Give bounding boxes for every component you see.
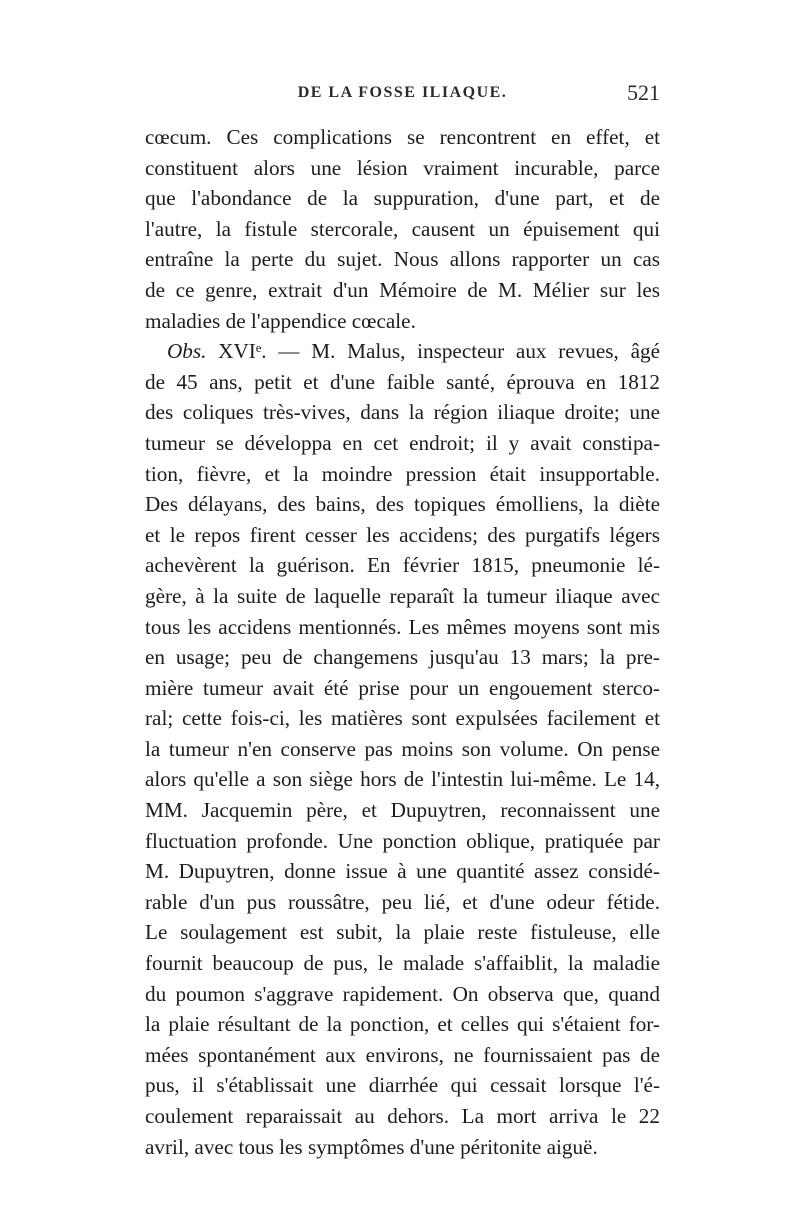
- text-line: coulement reparaissait au dehors. La mort arriva le 22: [145, 1104, 660, 1128]
- running-title: DE LA FOSSE ILIAQUE.: [297, 84, 508, 101]
- observation-paragraph: [145, 336, 660, 1162]
- text-line: Le soulagement est subit, la plaie reste fistuleuse, elle: [145, 920, 660, 945]
- text-line: Des délayans, des bains, des topiques émolliens, la diète: [145, 492, 660, 517]
- text-line: MM. Jacquemin père, et Dupuytren, reconnaissent une: [145, 798, 660, 823]
- running-head: [145, 80, 660, 114]
- text-line: avril, avec tous les symptômes d'une péritonite aiguë.: [145, 1134, 598, 1159]
- text-line: cœcum. Ces complications se rencontrent en effet, et: [145, 125, 660, 149]
- text-line: achevèrent la guérison. En février 1815, pneumonie lé-: [145, 553, 660, 578]
- text-line: entraîne la perte du sujet. Nous allons rapporter un cas: [145, 247, 660, 272]
- page-number: 521: [627, 80, 660, 105]
- text-line: maladies de l'appendice cœcale.: [145, 308, 416, 333]
- observation-label: Obs.: [167, 339, 207, 364]
- text-line: ral; cette fois-ci, les matières sont expulsées facilement et: [145, 706, 660, 731]
- text-line: gère, à la suite de laquelle reparaît la tumeur iliaque avec: [145, 583, 660, 608]
- text-line: que l'abondance de la suppuration, d'une part, et de: [145, 186, 660, 211]
- text-line: alors qu'elle a son siège hors de l'intestin lui-même. Le 14,: [145, 767, 660, 792]
- text-line: de ce genre, extrait d'un Mémoire de M. Mélier sur les: [145, 277, 660, 302]
- paragraph-continued: [145, 122, 660, 336]
- observation-first-line: [145, 336, 660, 367]
- text-line: la plaie résultant de la ponction, et celles qui s'étaient for-: [145, 1012, 660, 1037]
- text-line: de 45 ans, petit et d'une faible santé, éprouva en 1812: [145, 369, 660, 394]
- text-line: en usage; peu de changemens jusqu'au 13 mars; la pre-: [145, 645, 660, 670]
- text-line: tion, fièvre, et la moindre pression était insupportable.: [145, 461, 660, 486]
- observation-first-line-text: XVIᵉ. — M. Malus, inspecteur aux revues, âgé: [206, 339, 660, 364]
- text-line: fluctuation profonde. Une ponction oblique, pratiquée par: [145, 828, 660, 853]
- text-line: tumeur se développa en cet endroit; il y avait constipa-: [145, 430, 660, 455]
- text-line: mière tumeur avait été prise pour un engouement sterco-: [145, 675, 660, 700]
- text-line: M. Dupuytren, donne issue à une quantité assez considé-: [145, 859, 660, 884]
- text-line: fournit beaucoup de pus, le malade s'affaiblit, la maladie: [145, 951, 660, 976]
- text-line: la tumeur n'en conserve pas moins son volume. On pense: [145, 736, 660, 761]
- text-line: rable d'un pus roussâtre, peu lié, et d'une odeur fétide.: [145, 889, 660, 914]
- text-line: du poumon s'aggrave rapidement. On observa que, quand: [145, 981, 660, 1006]
- text-line: pus, il s'établissait une diarrhée qui cessait lorsque l'é-: [145, 1073, 660, 1098]
- text-line: et le repos firent cesser les accidens; des purgatifs légers: [145, 522, 660, 547]
- body-text: [145, 122, 660, 1162]
- text-line: mées spontanément aux environs, ne fournissaient pas de: [145, 1042, 660, 1067]
- text-line: constituent alors une lésion vraiment incurable, parce: [145, 155, 660, 180]
- text-line: des coliques très-vives, dans la région iliaque droite; une: [145, 400, 660, 425]
- text-line: l'autre, la fistule stercorale, causent un épuisement qui: [145, 216, 660, 241]
- text-line: tous les accidens mentionnés. Les mêmes moyens sont mis: [145, 614, 660, 639]
